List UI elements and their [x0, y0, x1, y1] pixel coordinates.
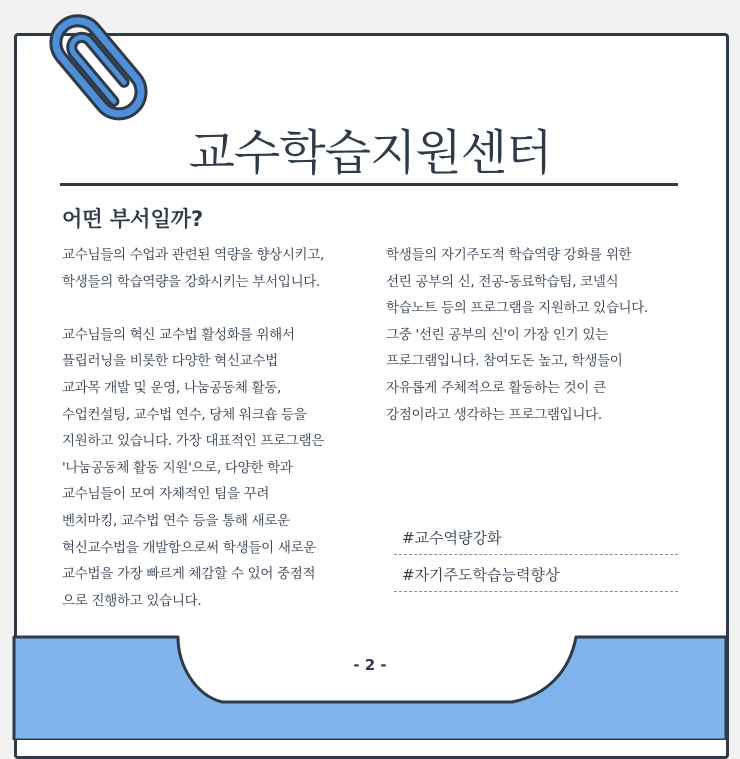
text-line: 학생들의 자기주도적 학습역량 강화를 위한 [386, 247, 632, 263]
text-line: 수업컨설팅, 교수법 연수, 당체 워크숍 등을 [62, 406, 307, 423]
text-line: 프로그램입니다. 참여도돈 높고, 학생들이 [386, 353, 623, 370]
text-line: 으로 진행하고 있습니다. [62, 592, 202, 609]
text-line: 교과목 개발 및 운영, 나눔공동체 활동, [62, 379, 282, 396]
title-divider [60, 183, 678, 186]
text-line: 지원하고 있습니다. 가장 대표적인 프로그램은 [62, 433, 325, 450]
hashtag: #교수역량강화 [394, 526, 678, 555]
text-line: '나눔공동체 활동 지원'으로, 다양한 학과 [62, 459, 293, 476]
text-line: 학습노트 등의 프로그램을 지원하고 있습니다. [386, 300, 649, 317]
page-title: 교수학습지원센터 [188, 125, 552, 181]
text-line: 강점이라고 생각하는 프로그램입니다. [386, 406, 602, 423]
right-column [386, 242, 696, 428]
hashtag-list [394, 526, 678, 600]
text-line: 선린 공부의 신, 전공-동료학습팀, 코넬식 [386, 273, 619, 290]
page-number: - 2 - [353, 656, 387, 674]
hashtag: #자기주도학습능력향상 [394, 563, 678, 592]
text-line: 혁신교수법을 개발함으로써 학생들이 새로운 [62, 539, 317, 556]
text-line: 교수님들이 모여 자체적인 팀을 꾸려 [62, 486, 270, 503]
left-column [62, 242, 380, 614]
text-line: 교수법을 가장 빠르게 체감할 수 있어 중점적 [62, 566, 316, 583]
text-line: 그중 '선린 공부의 신'이 가장 인기 있는 [386, 326, 608, 343]
section-subtitle: 어떤 부서일까? [62, 207, 204, 231]
paperclip-icon [48, 10, 152, 122]
text-line: 벤치마킹, 교수법 연수 등을 통해 새로운 [62, 512, 290, 529]
text-line: 플립러닝을 비롯한 다양한 혁신교수법 [62, 353, 278, 370]
text-line: 교수님들의 혁신 교수법 활성화를 위해서 [62, 326, 295, 343]
text-line: 학생들의 학습역량을 강화시키는 부서입니다. [62, 273, 321, 290]
text-line: 교수님들의 수업과 관련된 역량을 향상시키고, [62, 247, 325, 263]
text-line: 자유롭게 주체적으로 활동하는 것이 큰 [386, 379, 606, 396]
